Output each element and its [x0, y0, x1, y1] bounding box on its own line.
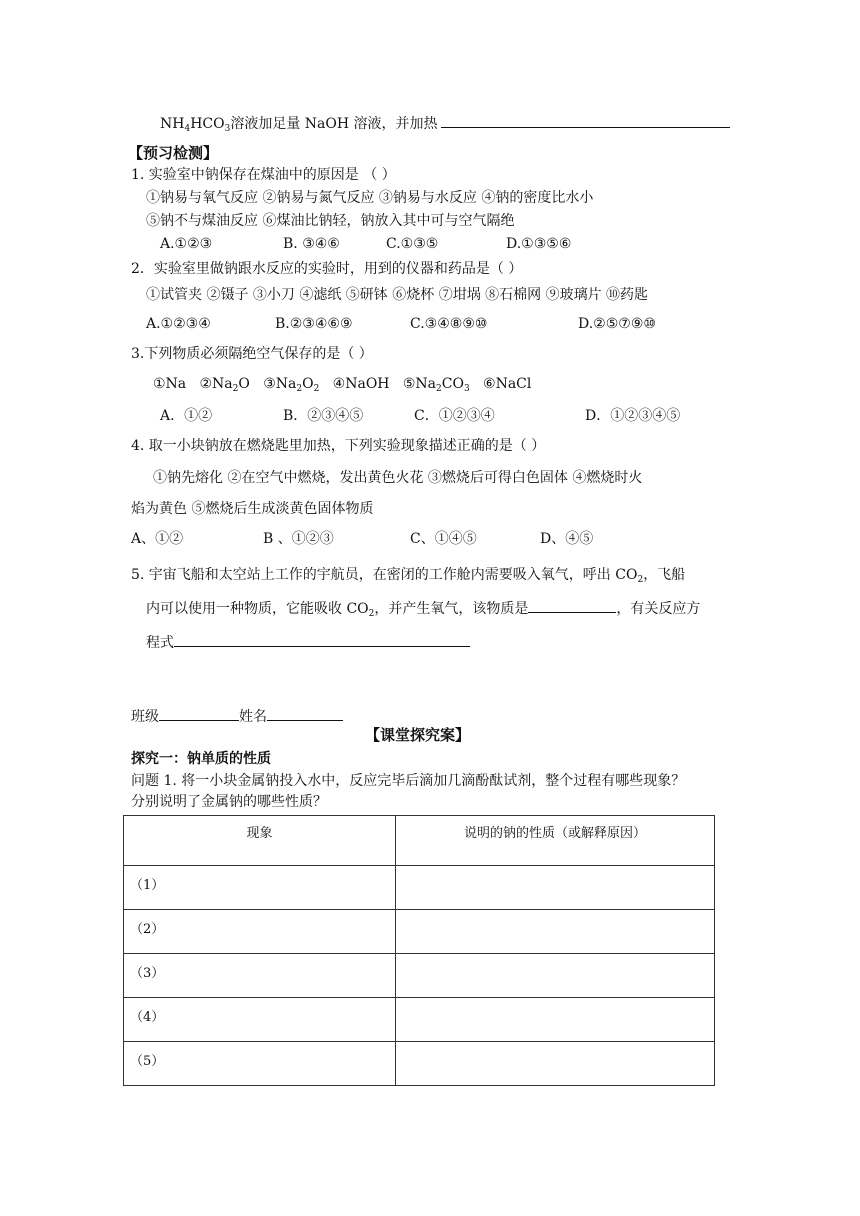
row-number: （2） [130, 922, 165, 937]
q1-choice-b: B. ③④⑥ [283, 236, 340, 252]
q5-text: ，有关反应方 [616, 601, 701, 617]
formula-subscript: 4 [184, 124, 191, 134]
observation-table [123, 815, 715, 1086]
q1-options-line1: ①钠易与氧气反应 ②钠易与氮气反应 ③钠易与水反应 ④钠的密度比水小 [146, 190, 594, 206]
row-label-cell [124, 910, 396, 954]
answer-cell [396, 954, 715, 998]
class-blank [159, 706, 239, 721]
name-label: 姓名 [239, 709, 267, 725]
formula-subscript: 2 [368, 609, 375, 619]
q4-choice-b: B 、①②③ [263, 531, 334, 547]
q1-stem: 1. 实验室中钠保存在煤油中的原因是 （ ） [131, 167, 396, 183]
answer-blank [528, 598, 616, 613]
explore-question-line2: 分别说明了金属钠的哪些性质？ [131, 794, 327, 810]
formula-part: HCO [190, 116, 225, 132]
q3-choice-c: C．①②③④ [414, 408, 495, 424]
class-label: 班级 [131, 709, 159, 725]
answer-blank [174, 632, 470, 647]
q1-options-line2: ⑤钠不与煤油反应 ⑥煤油比钠轻，钠放入其中可与空气隔绝 [146, 213, 515, 229]
row-label-cell [124, 866, 396, 910]
q4-options-line1: ①钠先熔化 ②在空气中燃烧，发出黄色火花 ③燃烧后可得白色固体 ④燃烧时火 [153, 470, 643, 486]
class-name-line [131, 706, 343, 726]
row-number: （4） [130, 1010, 165, 1025]
q1-choice-d: D.①③⑤⑥ [506, 236, 572, 252]
q3-options-line1: ①Na $②Na_2O$ $③Na_2O_2$ ④NaOH $⑤Na_2CO_3$ ⑥NaCl [153, 376, 532, 394]
row-number: （5） [130, 1054, 165, 1069]
table-row [124, 1042, 715, 1086]
row-number: （3） [130, 966, 165, 981]
formula-subscript: 2 [637, 575, 644, 585]
explore-sub-heading: 探究一：钠单质的性质 [131, 751, 271, 767]
table-row [124, 866, 715, 910]
header-property: 说明的钠的性质（或解释原因） [396, 816, 715, 866]
q5-text: 内可以使用一种物质，它能吸收 CO [146, 601, 369, 617]
q5-text: 程式 [146, 635, 174, 651]
preview-heading: 【预习检测】 [128, 144, 219, 162]
intro-text: 溶液加足量 NaOH 溶液，并加热 [230, 116, 438, 132]
answer-cell [396, 866, 715, 910]
row-label-cell [124, 998, 396, 1042]
q2-choice-c: C.③④⑧⑨⑩ [410, 316, 488, 332]
q2-choice-b: B.②③④⑥⑨ [275, 316, 353, 332]
q5-line3 [146, 632, 470, 652]
q5-text: 5. 宇宙飞船和太空站上工作的宇航员，在密闭的工作舱内需要吸入氧气，呼出 CO [131, 567, 638, 583]
answer-cell [396, 998, 715, 1042]
q3-stem: 3.下列物质必须隔绝空气保存的是（ ） [131, 346, 373, 362]
table-row [124, 954, 715, 998]
q3-choice-b: B．②③④⑤ [283, 408, 364, 424]
q2-stem: 2．实验室里做钠跟水反应的实验时，用到的仪器和药品是（ ） [131, 261, 523, 277]
q1-choice-a: A.①②③ [160, 236, 213, 252]
q5-text: ，并产生氧气，该物质是 [374, 601, 529, 617]
q2-options-line1: ①试管夹 ②镊子 ③小刀 ④滤纸 ⑤研钵 ⑥烧杯 ⑦坩埚 ⑧石棉网 ⑨玻璃片 ⑩药匙 [146, 287, 649, 303]
q3-choice-d: D．①②③④⑤ [585, 408, 681, 424]
formula-subscript: 3 [224, 124, 231, 134]
q5-line2 [146, 598, 700, 618]
answer-cell [396, 910, 715, 954]
row-label-cell [124, 954, 396, 998]
intro-line [160, 115, 438, 133]
q4-choice-c: C、①④⑤ [410, 531, 477, 547]
table-row [124, 998, 715, 1042]
q5-text: ，飞船 [643, 567, 686, 583]
q2-choice-a: A.①②③④ [146, 316, 211, 332]
explore-question-line1: 问题 1. 将一小块金属钠投入水中，反应完毕后滴加几滴酚酞试剂，整个过程有哪些现象？ [131, 773, 686, 789]
q3-choice-a: A．①② [160, 408, 213, 424]
q5-line1 [131, 566, 685, 584]
table-header-row [124, 816, 715, 866]
row-number: （1） [130, 878, 165, 893]
q4-choice-a: A、①② [131, 531, 184, 547]
explore-heading: 【课堂探究案】 [365, 726, 471, 744]
name-blank [267, 706, 343, 721]
formula-part: NH [160, 116, 185, 132]
answer-blank [441, 113, 730, 128]
q4-choice-d: D、④⑤ [540, 531, 594, 547]
q1-choice-c: C.①③⑤ [386, 236, 439, 252]
q2-choice-d: D.②⑤⑦⑨⑩ [578, 316, 656, 332]
answer-cell [396, 1042, 715, 1086]
header-phenomenon: 现象 [124, 816, 396, 866]
row-label-cell [124, 1042, 396, 1086]
q4-stem: 4. 取一小块钠放在燃烧匙里加热，下列实验现象描述正确的是（ ） [131, 438, 546, 454]
table-row [124, 910, 715, 954]
q4-options-line2: 焰为黄色 ⑤燃烧后生成淡黄色固体物质 [131, 501, 374, 517]
